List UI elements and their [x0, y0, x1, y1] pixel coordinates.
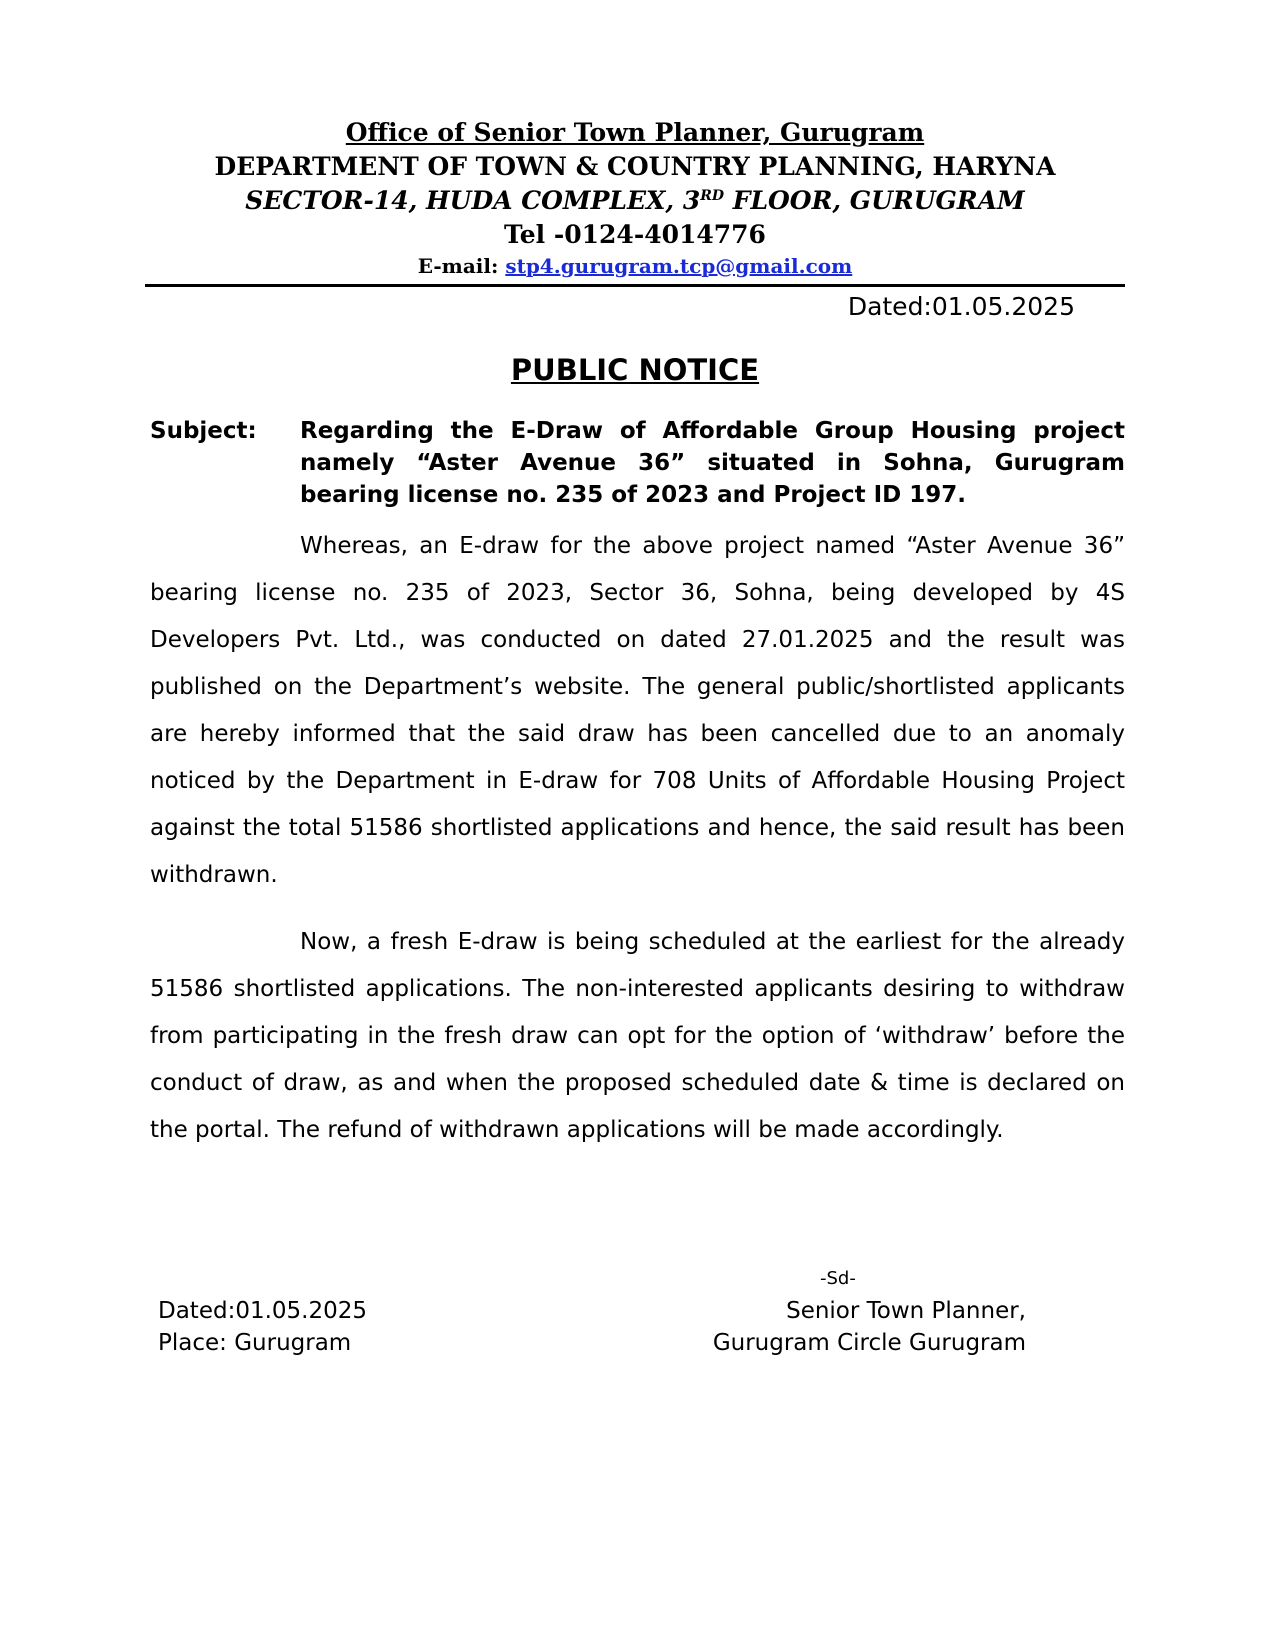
subject-label: Subject: — [150, 418, 257, 444]
signed-mark: -Sd- — [820, 1268, 856, 1289]
office-address — [145, 184, 1125, 218]
notice-date: Dated:01.05.2025 — [847, 292, 1075, 321]
signatory-block — [680, 1295, 1026, 1359]
header-divider — [145, 284, 1125, 287]
telephone: Tel -0124-4014776 — [504, 220, 766, 249]
signature-date-place — [158, 1295, 367, 1359]
letterhead — [145, 116, 1125, 280]
address-part-1: SECTOR-14, HUDA COMPLEX, 3 — [245, 186, 701, 215]
signature-place: Place: Gurugram — [158, 1330, 352, 1356]
email-row — [145, 252, 1125, 280]
subject-text: Regarding the E-Draw of Affordable Group Housing project namely “Aster Avenue 36” situated in Sohna, Gurugram bearing license no. 235 of 2023 and Project ID 197. — [300, 418, 1125, 508]
email-label: E-mail: — [417, 254, 506, 278]
email-link[interactable]: stp4.gurugram.tcp@gmail.com — [505, 254, 853, 278]
department-name: DEPARTMENT OF TOWN & COUNTRY PLANNING, HARYNA — [214, 152, 1056, 181]
signature-date: Dated:01.05.2025 — [158, 1298, 368, 1324]
signatory-circle: Gurugram Circle Gurugram — [712, 1330, 1026, 1356]
page-title: PUBLIC NOTICE — [510, 353, 760, 387]
address-superscript: RD — [700, 188, 724, 204]
office-name: Office of Senior Town Planner, Gurugram — [345, 118, 925, 147]
notice-paragraph-2: Now, a fresh E-draw is being scheduled at the earliest for the already 51586 shortlisted applications. The non-interested applicants desiring to withdraw from participating in the fresh draw can opt for the option of ‘withdraw’ before the conduct of draw, as and when the proposed scheduled date & time is declared on the portal. The refund of withdrawn applications will be made accordingly. — [150, 929, 1125, 1143]
address-part-2: FLOOR, GURUGRAM — [724, 186, 1025, 215]
notice-paragraph-1: Whereas, an E-draw for the above project named “Aster Avenue 36” bearing license no. 235 of 2023, Sector 36, Sohna, being developed by 4S Developers Pvt. Ltd., was conducted on dated 27.01.2025 and the result was published on the Department’s website. The general public/shortlisted applicants are hereby informed that the said draw has been cancelled due to an anomaly noticed by the Department in E-draw for 708 Units of Affordable Housing Project against the total 51586 shortlisted applications and hence, the said result has been withdrawn. — [150, 533, 1125, 888]
signatory-designation: Senior Town Planner, — [786, 1298, 1026, 1324]
